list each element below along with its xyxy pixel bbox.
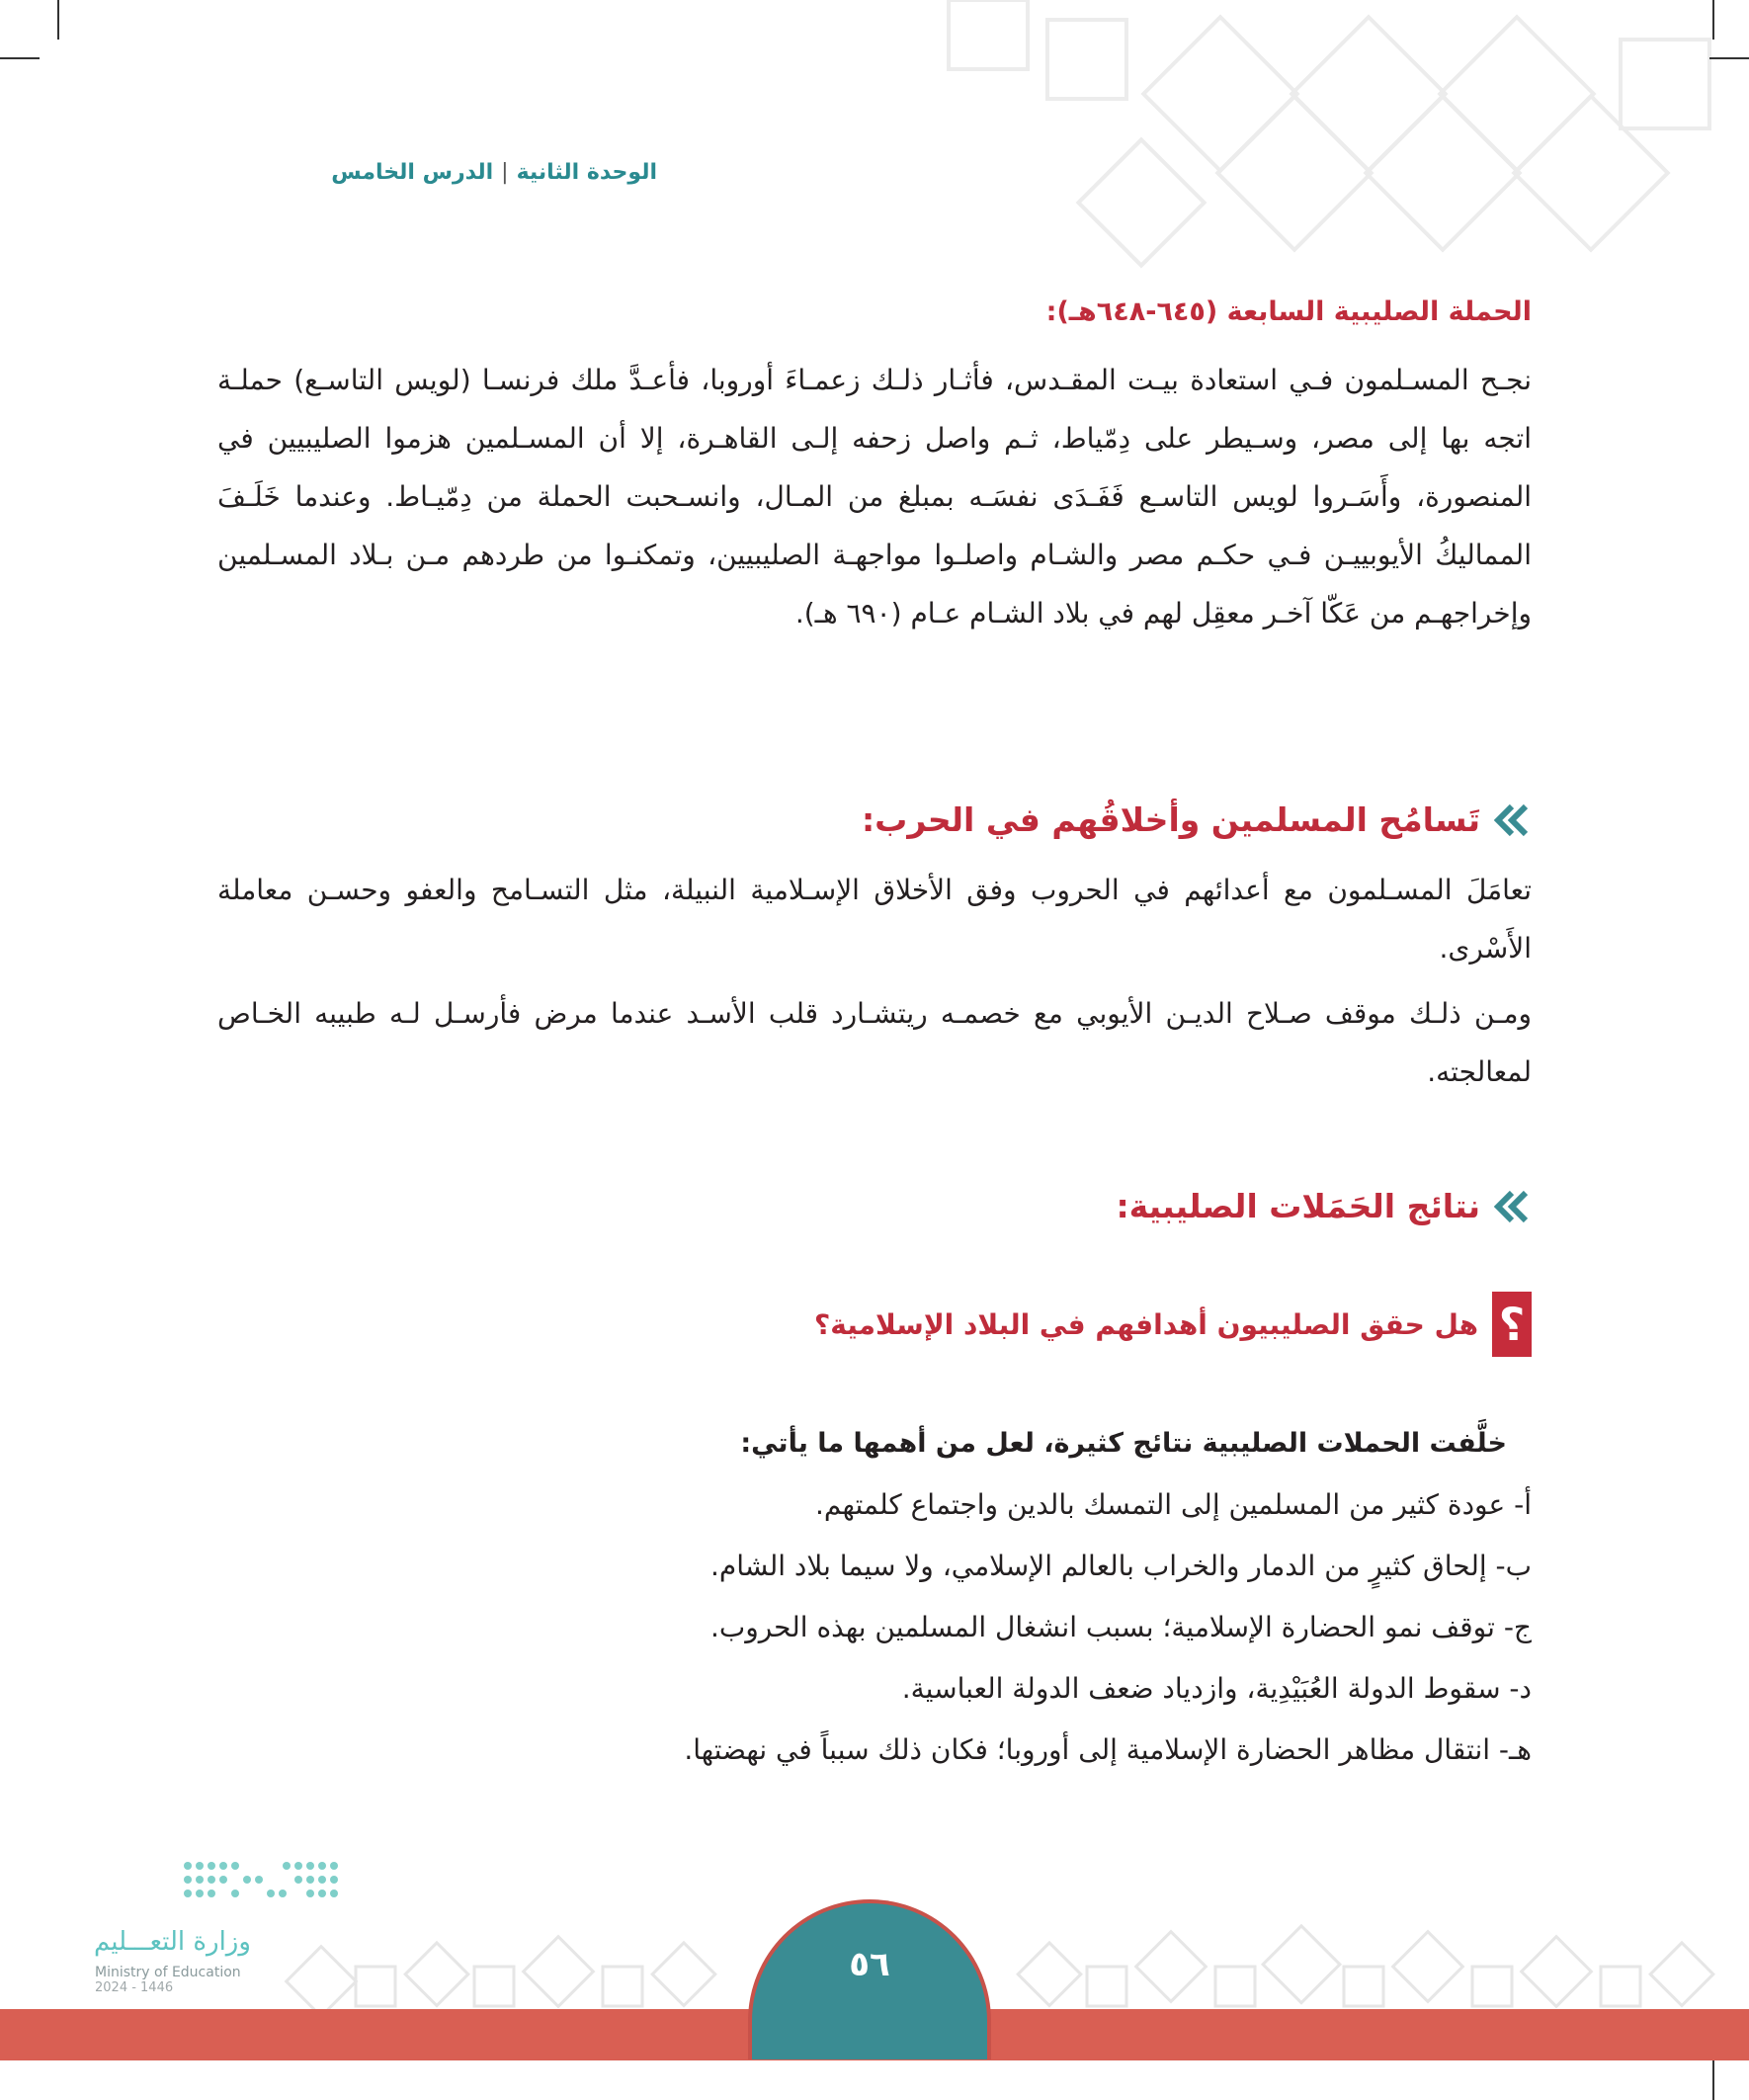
ministry-name-en: Ministry of Education: [95, 1965, 241, 1980]
crop-mark: [0, 57, 40, 59]
list-item: هـ- انتقال مظاهر الحضارة الإسلامية إلى أوروبا؛ فكان ذلك سبباً في نهضتها.: [684, 1733, 1532, 1766]
tolerance-title: تَسامُح المسلمين وأخلاقُهم في الحرب:: [861, 800, 1480, 839]
page-number: ٥٦: [849, 1945, 890, 1984]
ministry-logo-icon: [178, 1858, 356, 1917]
list-item: ج- توقف نمو الحضارة الإسلامية؛ بسبب انشغال المسلمين بهذه الحروب.: [709, 1611, 1532, 1643]
double-chevron-icon: [1490, 803, 1532, 837]
list-item: د- سقوط الدولة العُبَيْدِية، وازدياد ضعف الدولة العباسية.: [901, 1672, 1532, 1705]
question-mark-icon: ؟: [1492, 1292, 1532, 1357]
results-intro: خلَّفت الحملات الصليبية نتائج كثيرة، لعل من أهمها ما يأتي:: [740, 1428, 1507, 1459]
question-box: [814, 1292, 1532, 1357]
double-chevron-icon: [1490, 1190, 1532, 1223]
seventh-crusade-paragraph: نجـح المسـلمون فـي استعادة بيـت المقـدس، فأثـار ذلـك زعمـاءَ أوروبا، فأعـدَّ ملك فرنسـا (لويس التاسـع) حملـة اتجه بها إلى مصر، وسـيطر على دِمّياط، ثـم واصل زحفه إلـى القاهـرة، إلا أن المسـلمين هزموا الصليبيين في المنصورة، وأَسَـروا لويس التاسـع فَفَـدَى نفسَـه بمبلغ من المـال، وانسـحبت الحملة من دِمّيـاط. وعندما خَلَـفَ المماليكُ الأيوبييـن فـي حكـم مصر والشـام واصلـوا مواجهـة الصليبيين، وتمكنـوا من طردهم مـن بـلاد المسـلمين وإخراجهـم من عَكّا آخـر معقِل لهم في بلاد الشـام عـام (٦٩٠ هـ).: [217, 364, 1532, 630]
list-item: أ- عودة كثير من المسلمين إلى التمسك بالدين واجتماع كلمتهم.: [815, 1488, 1532, 1521]
lesson-label: الدرس الخامس: [331, 160, 494, 185]
seventh-crusade-title: الحملة الصليبية السابعة (٦٤٥-٦٤٨هـ):: [1045, 296, 1532, 327]
list-item: ب- إلحاق كثيرٍ من الدمار والخراب بالعالم الإسلامي، ولا سيما بلاد الشام.: [709, 1550, 1532, 1582]
unit-label: الوحدة الثانية: [516, 160, 657, 185]
results-title: نتائج الحَمَلات الصليبية:: [1116, 1187, 1480, 1225]
results-heading: [1116, 1187, 1532, 1225]
tolerance-paragraph-2: ومـن ذلـك موقف صـلاح الديـن الأيوبي مع خصمـه ريتشـارد قلب الأسـد عندما مرض فأرسـل لـه طبيبه الخـاص لمعالجته.: [217, 997, 1532, 1088]
ministry-name-ar: وزارة التعـــليم: [94, 1927, 251, 1957]
crop-mark: [1709, 57, 1749, 59]
tolerance-paragraph-1: تعامَلَ المسـلمون مع أعدائهم في الحروب وفق الأخلاق الإسـلامية النبيلة، مثل التسـامح والعفو وحسـن معاملة الأَسْرى.: [217, 874, 1532, 965]
crop-mark: [1712, 0, 1714, 40]
crop-mark: [1712, 2060, 1714, 2100]
question-text: هل حقق الصليبيون أهدافهم في البلاد الإسلامية؟: [814, 1307, 1478, 1341]
crop-mark: [57, 0, 59, 40]
breadcrumb-separator: |: [501, 160, 509, 185]
tolerance-heading: [862, 800, 1532, 839]
ministry-year: 2024 - 1446: [95, 1980, 174, 1995]
breadcrumb: [331, 160, 657, 185]
results-list: [684, 1474, 1532, 1781]
